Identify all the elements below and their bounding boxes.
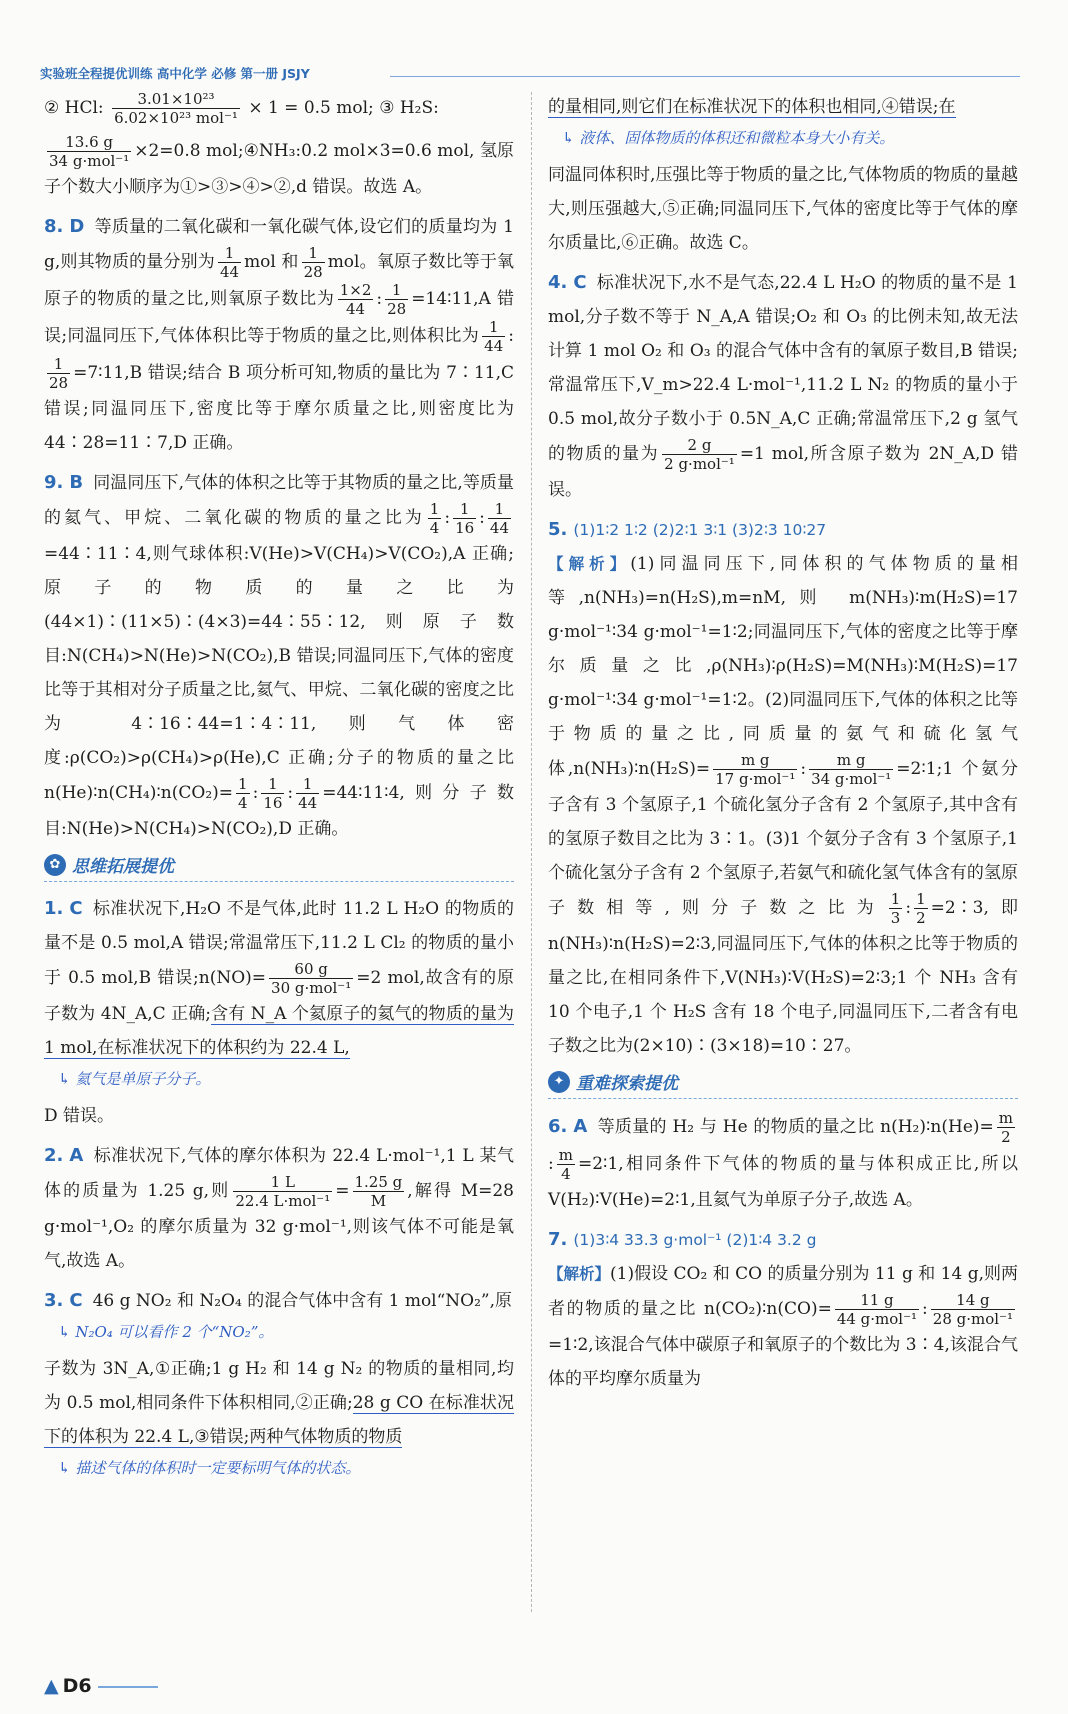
page-header (40, 64, 1020, 88)
q7-cont-line1: ② HCl: $\frac{\text{3.01×10²³}}{\text{6.02×10²³ mol⁻¹}}$ × 1 = 0.5 mol; ③ H₂S: (44, 90, 439, 127)
arrow-up-icon: ▲ (44, 1675, 59, 1697)
handwritten-note: ↳ 描述气体的体积时一定要标明气体的状态。 (58, 1456, 514, 1480)
column-divider (531, 92, 532, 1612)
handwritten-note: ↳ N₂O₄ 可以看作 2 个“NO₂”。 (58, 1320, 514, 1344)
handwritten-underline: 28 g CO 在标准状况下的体积为 22.4 L,③错误;两种气体物质的物质 (44, 1393, 515, 1447)
right-column (548, 90, 1018, 1402)
fraction: $\frac{13.6 g}{\text{34 g·mol⁻¹}}$ (49, 133, 130, 170)
question-7: 7. (1)3∶4 33.3 g·mol⁻¹ (2)1∶4 3.2 g 【解析】(1)假设 CO₂ 和 CO 的质量分别为 11 g 和 14 g,则两者的物质的量之比 n(CO₂)∶n(CO)= $\frac{11 g}{\text{44 g·mol⁻¹}}$ : $\frac{14 g}{\text{28 g·mol⁻¹}}$ =1∶2,该混合气体中碳原子和氧原子的个数比为 3∶4,该混合气体的平均摩尔质量为 (548, 1229, 1018, 1389)
question-9: 9. B 同温同压下,气体的体积之比等于其物质的量之比,等质量的氦气、甲烷、二氧化碳的物质的量之比为 $\frac{1}{4}$ : $\frac{1}{16}$ : $\frac{1}{44}$ =44∶11∶4,则气球体积:V(He)>V(CH₄)>V(CO₂),A 正确;原子的物质的量之比为(44×1)∶(11×5)∶(4×3)=44∶55∶12,则原子数目:N(CH₄)>N(He)>N(CO₂),B 错误;同温同压下,气体的密度比等于其相对分子质量之比,氦气、甲烷、二氧化碳的密度之比为 4∶16∶44=1∶4∶11,则气体密度:ρ(CO₂)>ρ(CH₄)>ρ(He),C 正确;分子的物质的量之比 n(He)∶n(CH₄)∶n(CO₂)= $\frac{1}{4}$ : $\frac{1}{16}$ : $\frac{1}{44}$ =44∶11∶4,则分子数目:N(He)>N(CH₄)>N(CO₂),D 正确。 (44, 472, 514, 839)
left-column (44, 90, 514, 1488)
handwritten-underline: 含有 N_A 个氦原子的氦气的物质的量为 1 mol,在标准状况下的体积约为 22.4 L, (44, 1004, 514, 1058)
handwritten-note: ↳ 氦气是单原子分子。 (58, 1067, 514, 1091)
question-1: 1. C 标准状况下,H₂O 不是气体,此时 11.2 L H₂O 的物质的量不是 0.5 mol,A 错误;常温常压下,11.2 L Cl₂ 的物质的量小于 0.5 mol,B 错误;n(NO)= $\frac{60 g}{\text{30 g·mol⁻¹}}$ =2 mol,故含有的原子数为 4N_A,C 正确;含有 N_A 个氦原子的氦气的物质的量为 1 mol,在标准状况下的体积约为 22.4 L, (44, 898, 514, 1058)
question-3-cont-right: 的量相同,则它们在标准状况下的体积也相同,④错误;在 (548, 97, 956, 117)
lightbulb-icon: ✦ (548, 1071, 570, 1093)
question-3-cont: 子数为 3N_A,①正确;1 g H₂ 和 14 g N₂ 的物质的量相同,均为 0.5 mol,相同条件下体积相同,②正确;28 g CO 在标准状况下的体积为 22.4 L,③错误;两种气体物质的物质 (44, 1359, 515, 1447)
handwritten-note: ↳ 液体、固体物质的体积还和微粒本身大小有关。 (562, 126, 1018, 150)
question-3: 3. C 46 g NO₂ 和 N₂O₄ 的混合气体中含有 1 mol“NO₂”,原 (44, 1290, 513, 1311)
page-footer (44, 1675, 158, 1697)
question-4: 4. C 标准状况下,水不是气态,22.4 L H₂O 的物质的量不是 1 mol,分子数不等于 N_A,A 错误;O₂ 和 O₃ 的比例未知,故无法计算 1 mol O₂ 和 O₃ 的混合气体中含有的氧原子数目,B 错误;常温常压下,V_m>22.4 L·mol⁻¹,11.2 L N₂ 的物质的量小于 0.5 mol,故分子数小于 0.5N_A,C 正确;常温常压下,2 g 氢气的物质的量为 $\frac{2 g}{\text{2 g·mol⁻¹}}$ =1 mol,所含原子数为 2N_A,D 错误。 (548, 272, 1019, 500)
footer-rule (98, 1686, 158, 1688)
header-rule (390, 76, 1020, 77)
question-1-end: D 错误。 (44, 1106, 115, 1126)
section-heading-difficult: ✦ 重难探索提优 (548, 1069, 1018, 1099)
question-2: 2. A 标准状况下,气体的摩尔体积为 22.4 L·mol⁻¹,1 L 某气体的质量为 1.25 g,则 $\frac{1 L}{\text{22.4 L·mol⁻¹}}$ = $\frac{1.25 g}{M}$ ,解得 M=28 g·mol⁻¹,O₂ 的摩尔质量为 32 g·mol⁻¹,则该气体不可能是氧气,故选 A。 (44, 1145, 514, 1271)
question-6: 6. A 等质量的 H₂ 与 He 的物质的量之比 n(H₂)∶n(He)= $\frac{m}{2}$ : $\frac{m}{4}$ =2∶1,相同条件下气体的物质的量与体积成正比,所以 V(H₂)∶V(He)=2∶1,且氦气为单原子分子,故选 A。 (548, 1109, 1018, 1210)
question-5: 5. (1)1∶2 1∶2 (2)2∶1 3∶1 (3)2∶3 10∶27 【解析】(1)同温同压下,同体积的气体物质的量相等,n(NH₃)=n(H₂S),m=nM,则 m(NH₃)∶m(H₂S)=17 g·mol⁻¹∶34 g·mol⁻¹=1∶2;同温同压下,气体的密度之比等于摩尔质量之比,ρ(NH₃)∶ρ(H₂S)=M(NH₃)∶M(H₂S)=17 g·mol⁻¹∶34 g·mol⁻¹=1∶2。(2)同温同压下,气体的体积之比等于物质的量之比,同质量的氨气和硫化氢气体,n(NH₃)∶n(H₂S)= $\frac{\text{m g}}{\text{17 g·mol⁻¹}}$ : $\frac{\text{m g}}{\text{34 g·mol⁻¹}}$ =2∶1;1 个氨分子含有 3 个氢原子,1 个硫化氢分子含有 2 个氢原子,其中含有的氢原子数目之比为 3∶1。(3)1 个氨分子含有 3 个氢原子,1 个硫化氢分子含有 2 个氢原子,若氨气和硫化氢气体含有的氢原子数相等,则分子数之比为 $\frac{1}{3}$ : $\frac{1}{2}$ =2∶3,即 n(NH₃)∶n(H₂S)=2∶3,同温同压下,气体的体积之比等于物质的量之比,在相同条件下,V(NH₃)∶V(H₂S)=2∶3;1 个 NH₃ 含有 10 个电子,1 个 H₂S 含有 18 个电子,同温同压下,二者含有电子数之比为(2×10)∶(3×18)=10∶27。 (548, 519, 1019, 1056)
question-3-end: 同温同体积时,压强比等于物质的量之比,气体物质的物质的量越大,则压强越大,⑤正确;同温同压下,气体的密度比等于气体的摩尔质量比,⑥正确。故选 C。 (548, 165, 1018, 253)
fraction: $\frac{\text{3.01×10²³}}{\text{6.02×10²³ mol⁻¹}}$ (114, 90, 238, 127)
gear-icon: ✿ (44, 854, 66, 876)
question-8: 8. D 等质量的二氧化碳和一氧化碳气体,设它们的质量均为 1 g,则其物质的量分别为 $\frac{1}{44}$ mol 和 $\frac{1}{28}$ mol。氧原子数比等于氧原子的物质的量之比,则氧原子数比为 $\frac{1\times 2}{44}$ : $\frac{1}{28}$ =14∶11,A 错误;同温同压下,气体体积比等于物质的量之比,则体积比为 $\frac{1}{44}$ : $\frac{1}{28}$ =7∶11,B 错误;结合 B 项分析可知,物质的量比为 7∶11,C 错误;同温同压下,密度比等于摩尔质量之比,则密度比为 44∶28=11∶7,D 正确。 (44, 216, 514, 453)
page-number: D6 (62, 1675, 92, 1697)
section-heading-thinking: ✿ 思维拓展提优 (44, 852, 514, 882)
q7-cont-line2: $\frac{13.6 g}{\text{34 g·mol⁻¹}}$ ×2=0.8 mol;④NH₃:0.2 mol×3=0.6 mol, 氢原子个数大小顺序为①>③>④>②,d 错误。故选 A。 (44, 133, 515, 197)
header-title: 实验班全程提优训练 高中化学 必修 第一册 JSJY (40, 66, 310, 81)
